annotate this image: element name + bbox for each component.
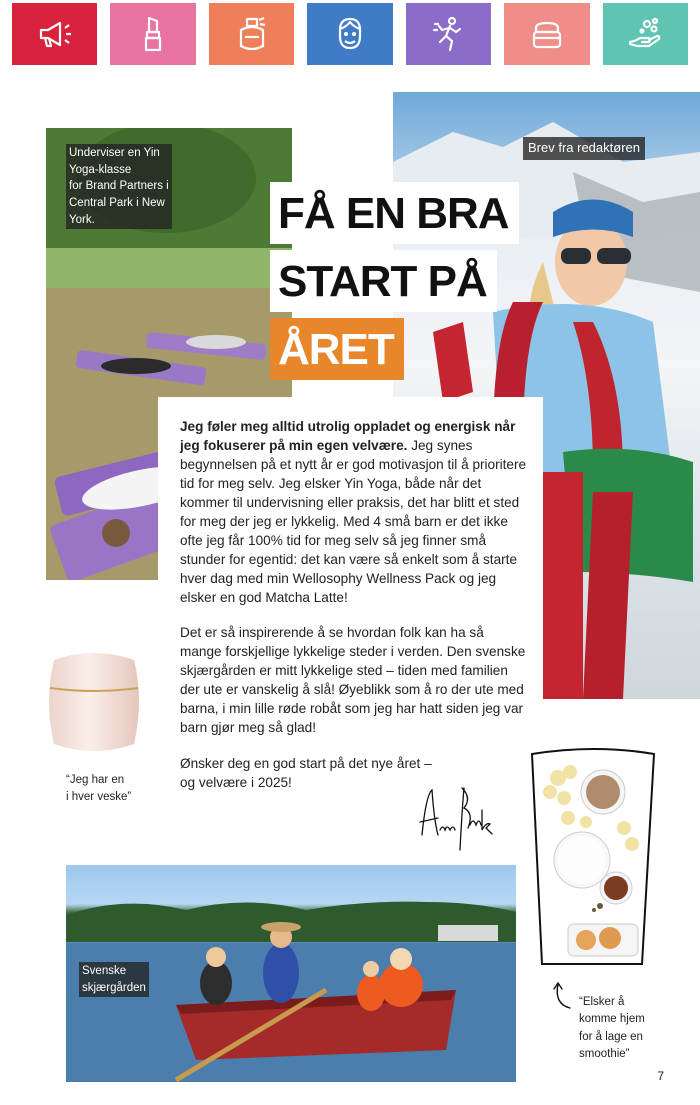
archipelago-caption-line: Svenske — [82, 965, 127, 977]
category-tile-men[interactable] — [307, 3, 392, 65]
jar-quote — [66, 772, 131, 807]
cream-jar-product-image — [46, 650, 142, 752]
yoga-caption-line: York. — [69, 213, 95, 226]
lipstick-icon — [133, 14, 173, 54]
handwritten-signature — [412, 780, 502, 860]
megaphone-icon — [35, 14, 75, 54]
paragraph-1-text: Jeg synes begynnelsen på et nytt år er god motivasjon til å prioritere tid for meg selv. Jeg elsker Yin Yoga, både når det kommer til undervisning eller praksis, det har blitt et sted for meg der jeg er lykkelig. Med 4 små barn er det ikke ofte jeg får 100% tid for meg selv så jeg finner små stunder for egentid: det kan være så enkelt som å starte hver dag med min Wellosophy Wellness Pack og jeg elsker en god Matcha Latte! — [180, 438, 527, 606]
paragraph-3: Ønsker deg en god start på det nye året – og velvære i 2025! — [180, 755, 432, 790]
hand-bubbles-icon — [625, 14, 665, 54]
yoga-caption-line: Underviser en Yin — [69, 147, 160, 159]
curved-arrow-icon — [550, 980, 574, 1010]
category-tile-skincare[interactable] — [504, 3, 589, 65]
page-number: 7 — [657, 1069, 664, 1083]
category-tile-fragrance[interactable] — [209, 3, 294, 65]
smoothie-quote-line: for å lage en — [579, 1030, 643, 1043]
perfume-bottle-icon — [232, 14, 272, 54]
jar-quote-line: “Jeg har en — [66, 774, 125, 786]
paragraph-2: Det er så inspirerende å se hvordan folk kan ha så mange forskjellige lykkelige steder i verden. Den svenske skjærgården er mitt lykkelige sted – tiden med familien der ute er vanskelig å slå! Øyeblikk som å ro der ute med barna, i min lille røde robåt som jeg har hatt siden jeg var barn gjør meg så glad! — [180, 625, 526, 736]
category-tile-news[interactable] — [12, 3, 97, 65]
category-tile-wellness[interactable] — [406, 3, 491, 65]
archipelago-caption — [79, 962, 149, 997]
paragraph-1 — [180, 417, 527, 607]
page-title-line-2: START PÅ — [270, 250, 497, 312]
jar-quote-line: i hver veske” — [66, 791, 132, 804]
page-title-line-3: ÅRET — [270, 318, 404, 380]
yoga-caption-line: for Brand Partners i — [69, 180, 169, 193]
smoothie-quote-line: smoothie” — [579, 1047, 630, 1060]
cream-jar-icon — [527, 14, 567, 54]
smoothie-quote-line: “Elsker å — [579, 996, 625, 1008]
editor-letter-label: Brev fra redaktøren — [523, 137, 645, 160]
page-title-line-1: FÅ EN BRA — [270, 182, 519, 244]
yoga-caption-line: Central Park i New — [69, 197, 165, 210]
running-person-icon — [428, 14, 468, 54]
smoothie-quote — [579, 994, 645, 1063]
category-tile-personal-care[interactable] — [603, 3, 688, 65]
archipelago-caption-line: skjærgården — [82, 981, 146, 994]
yoga-caption — [66, 144, 172, 229]
category-bar — [12, 3, 688, 65]
smoothie-quote-line: komme hjem — [579, 1013, 645, 1026]
yoga-caption-line: Yoga-klasse — [69, 163, 132, 176]
category-tile-makeup[interactable] — [110, 3, 195, 65]
paragraph-1-lead: Jeg føler meg alltid utrolig oppladet og energisk når jeg fokuserer på min egen velvære. — [180, 419, 516, 454]
smoothie-glass-illustration — [528, 748, 658, 970]
man-face-icon — [330, 14, 370, 54]
